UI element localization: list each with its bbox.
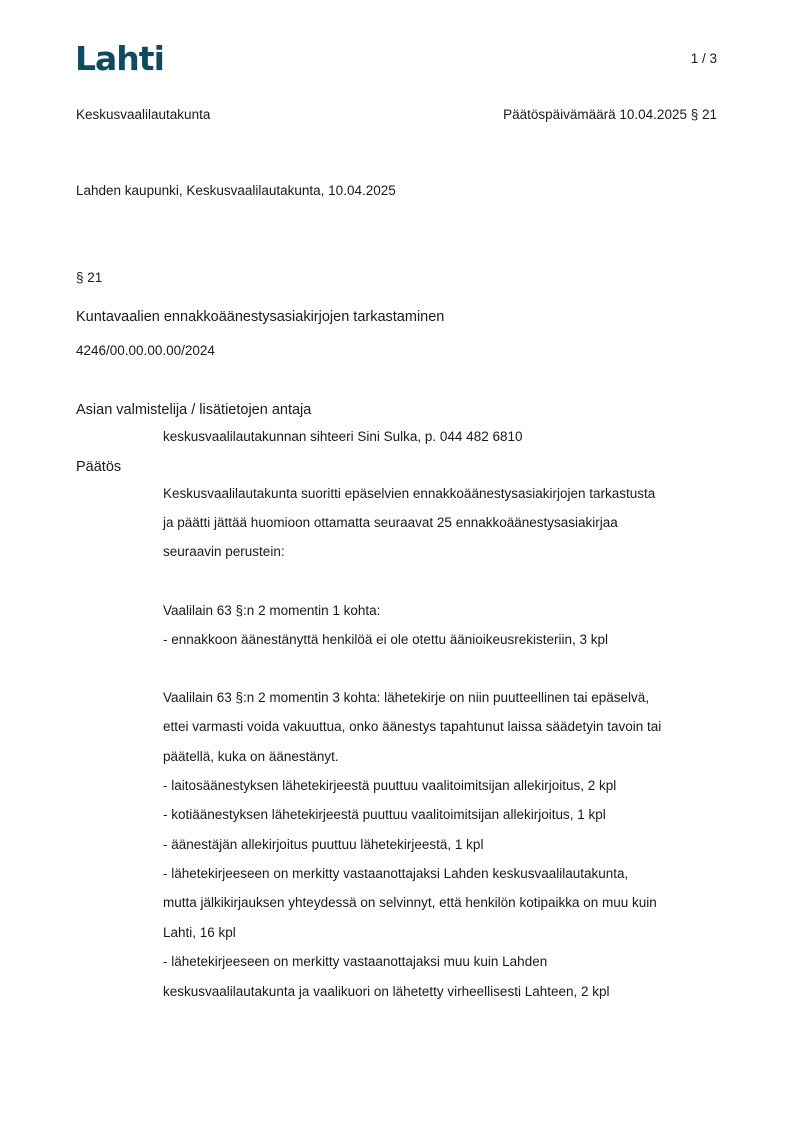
- page-number: 1 / 3: [690, 51, 717, 66]
- decision-line: - ennakkoon äänestänyttä henkilöä ei ole otettu äänioikeusrekisteriin, 3 kpl: [163, 632, 609, 647]
- decision-line: keskusvaalilautakunta ja vaalikuori on lähetetty virheellisesti Lahteen, 2 kpl: [163, 984, 610, 999]
- reference-number: 4246/00.00.00.00/2024: [76, 343, 215, 358]
- decision-line: - laitosäänestyksen lähetekirjeestä puuttuu vaalitoimitsijan allekirjoitus, 2 kpl: [163, 778, 617, 793]
- location-line: Lahden kaupunki, Keskusvaalilautakunta, 10.04.2025: [76, 183, 396, 198]
- decision-line: Keskusvaalilautakunta suoritti epäselvien ennakkoäänestysasiakirjojen tarkastusta: [163, 486, 656, 501]
- decision-line: mutta jälkikirjauksen yhteydessä on selvinnyt, että henkilön kotipaikka on muu kuin: [163, 895, 657, 910]
- preparer-text: keskusvaalilautakunnan sihteeri Sini Sulka, p. 044 482 6810: [163, 429, 523, 444]
- decision-date: Päätöspäivämäärä 10.04.2025 § 21: [503, 107, 717, 122]
- decision-line: Vaalilain 63 §:n 2 momentin 1 kohta:: [163, 603, 381, 618]
- decision-line: Lahti, 16 kpl: [163, 925, 236, 940]
- decision-line: - kotiäänestyksen lähetekirjeestä puuttuu vaalitoimitsijan allekirjoitus, 1 kpl: [163, 807, 606, 822]
- decision-line: päätellä, kuka on äänestänyt.: [163, 749, 339, 764]
- document-title: Kuntavaalien ennakkoäänestysasiakirjojen tarkastaminen: [76, 309, 445, 325]
- preparer-heading: Asian valmistelija / lisätietojen antaja: [76, 402, 312, 418]
- decision-heading: Päätös: [76, 459, 122, 475]
- organ-name: Keskusvaalilautakunta: [76, 107, 211, 122]
- decision-line: - äänestäjän allekirjoitus puuttuu lähetekirjeestä, 1 kpl: [163, 837, 484, 852]
- decision-line: - lähetekirjeeseen on merkitty vastaanottajaksi muu kuin Lahden: [163, 954, 548, 969]
- decision-line: ettei varmasti voida vakuuttua, onko äänestys tapahtunut laissa säädetyin tavoin tai: [163, 719, 662, 734]
- decision-line: Vaalilain 63 §:n 2 momentin 3 kohta: lähetekirje on niin puutteellinen tai epäselvä,: [163, 690, 650, 705]
- decision-line: ja päätti jättää huomioon ottamatta seuraavat 25 ennakkoäänestysasiakirjaa: [163, 515, 618, 530]
- lahti-logo: Lahti: [75, 39, 164, 78]
- decision-line: - lähetekirjeeseen on merkitty vastaanottajaksi Lahden keskusvaalilautakunta,: [163, 866, 629, 881]
- decision-line: seuraavin perustein:: [163, 544, 285, 559]
- section-number: § 21: [76, 270, 103, 285]
